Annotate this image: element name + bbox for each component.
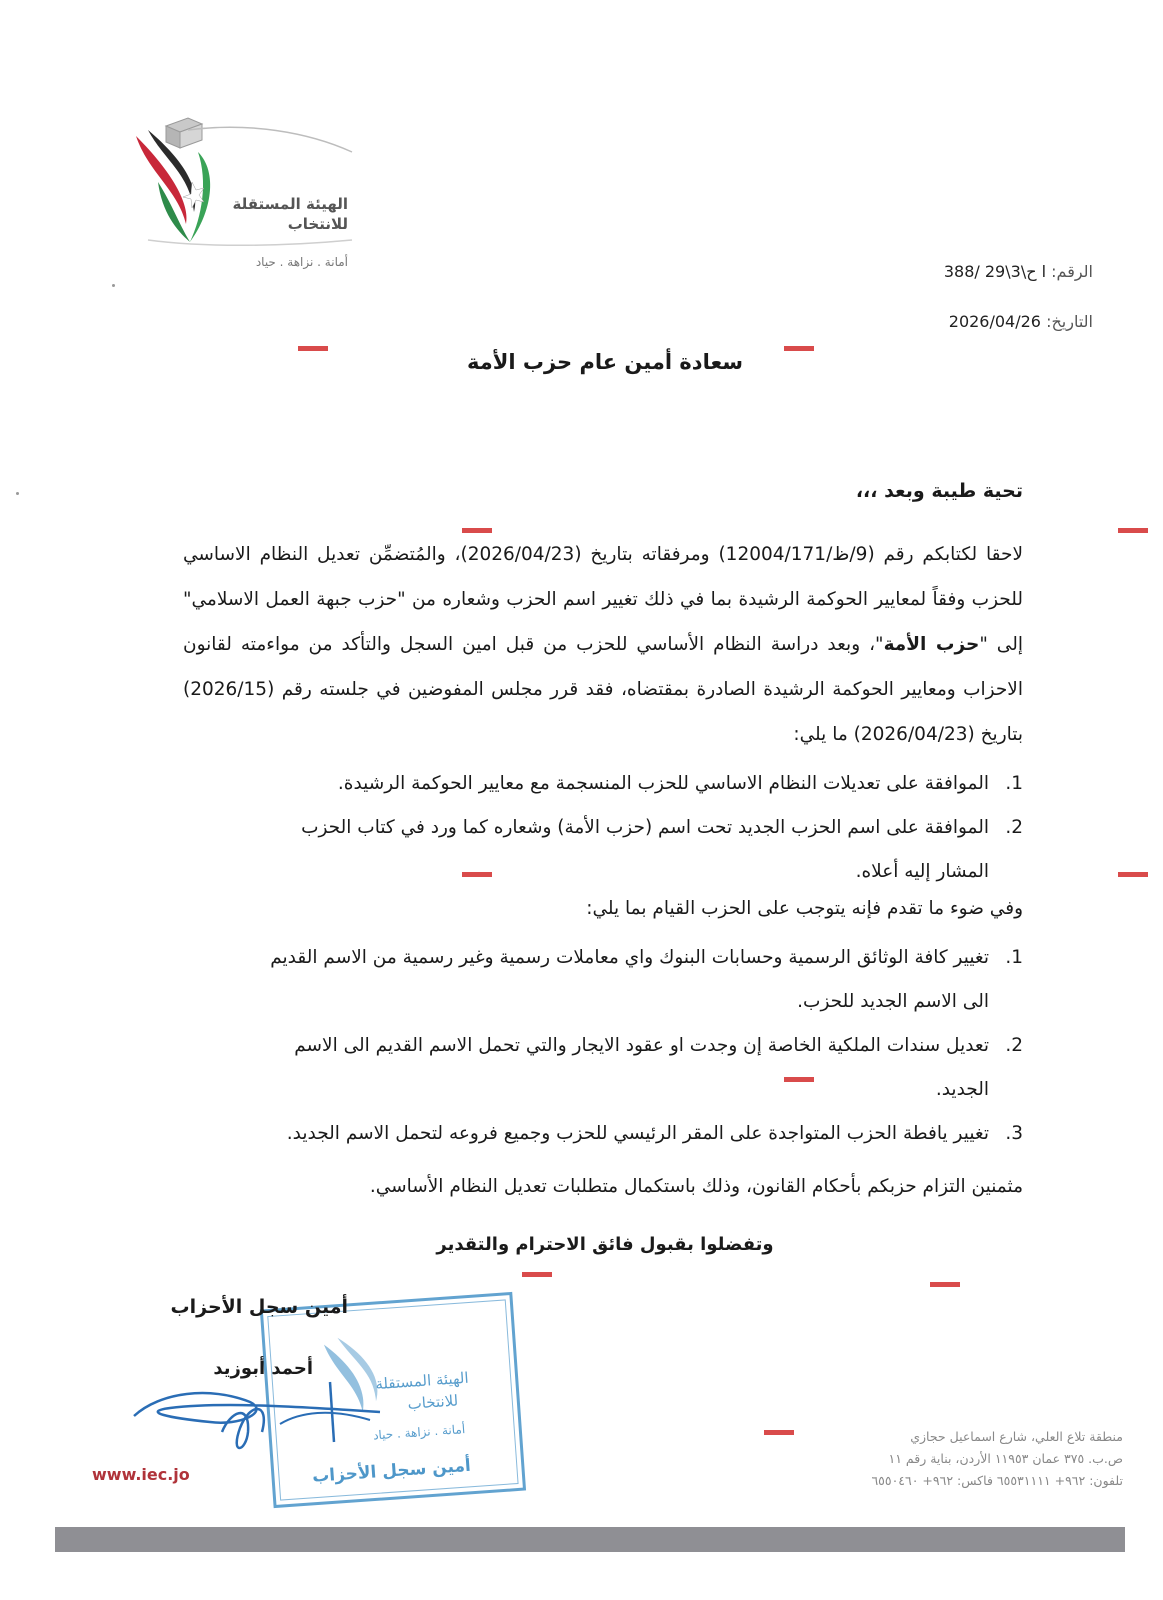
footer-bar	[55, 1527, 1125, 1552]
obligations-intro: وفي ضوء ما تقدم فإنه يتوجب على الحزب القيام بما يلي:	[586, 898, 1023, 919]
signatory-title: أمين سجل الأحزاب	[170, 1296, 348, 1318]
list-item-continuation: المشار إليه أعلاه.	[855, 861, 989, 882]
closing-line: وتفضلوا بقبول فائق الاحترام والتقدير	[436, 1234, 774, 1255]
reference-number-value: ا ح\3\29 /388	[943, 262, 1047, 281]
ballot-box-icon	[166, 118, 202, 148]
final-paragraph: مثمنين التزام حزبكم بأحكام القانون، وذلك باستكمال متطلبات تعديل النظام الأساسي.	[369, 1176, 1023, 1197]
stamp-org-line1: الهيئة المستقلة	[374, 1368, 470, 1394]
scan-dot	[112, 284, 115, 287]
website-link[interactable]: www.iec.jo	[92, 1465, 190, 1484]
scan-mark	[784, 1077, 814, 1082]
body-paragraph: لاحقا لكتابكم رقم (9/ظ/12004/171) ومرفقاته بتاريخ (2026/04/23)، والمُتضمِّن تعديل النظام الاساسي للحزب وفقاً لمعايير الحوكمة الرشيدة بما في ذلك تغيير اسم الحزب وشعاره من "حزب جبهة العمل الاسلامي" إلى "حزب الأمة"، وبعد دراسة النظام الأساسي للحزب من قبل امين السجل والتأكد من مواءمته لقانون الاحزاب ومعايير الحوكمة الرشيدة الصادرة بمقتضاه، فقد قرر مجلس المفوضين في جلسته رقم (2026/15) بتاريخ (2026/04/23) ما يلي:	[183, 544, 1024, 745]
list-item: 1. الموافقة على تعديلات النظام الاساسي للحزب المنسجمة مع معايير الحوكمة الرشيدة.	[337, 773, 1023, 794]
scan-mark	[462, 872, 492, 877]
recipient-heading: سعادة أمين عام حزب الأمة	[467, 350, 743, 374]
stamp-org-line2: للانتخاب	[407, 1391, 459, 1413]
reference-number: الرقم: ا ح\3\29 /388	[943, 262, 1093, 281]
party-name-bold: حزب الأمة	[883, 634, 980, 655]
signatory-name: أحمد أبوزيد	[213, 1358, 313, 1379]
stamp-office: أمين سجل الأحزاب	[311, 1455, 472, 1487]
list-item: 2. الموافقة على اسم الحزب الجديد تحت اسم (حزب الأمة) وشعاره كما ورد في كتاب الحزب	[301, 817, 1023, 838]
reference-date-value: 2026/04/26	[948, 312, 1041, 331]
stamp-motto: أمانة . نزاهة . حياد	[372, 1422, 466, 1443]
list-item: 3. تغيير يافطة الحزب المتواجدة على المقر الرئيسي للحزب وجميع فروعه لتحمل الاسم الجديد.	[286, 1123, 1023, 1144]
footer-address: منطقة تلاع العلي، شارع اسماعيل حجازي ص.ب. ٣٧٥ عمان ١١٩٥٣ الأردن، بناية رقم ١١ تلفون: ٩٦٢+ ٦٥٥٣١١١١ فاكس: ٩٦٢+ ٦٥٥٠٤٦٠	[871, 1429, 1123, 1488]
scan-mark	[462, 528, 492, 533]
list-item-continuation: الجديد.	[935, 1079, 989, 1100]
list-item: 2. تعديل سندات الملكية الخاصة إن وجدت او عقود الايجار والتي تحمل الاسم القديم الى الاسم	[294, 1035, 1023, 1056]
list-item: 1. تغيير كافة الوثائق الرسمية وحسابات البنوك واي معاملات رسمية وغير رسمية من الاسم القديم	[270, 947, 1023, 968]
scan-dot	[16, 492, 19, 495]
org-name: الهيئة المستقلة للانتخاب	[232, 195, 348, 233]
decisions-list	[183, 762, 1023, 894]
iec-logo	[128, 112, 368, 272]
handwritten-signature	[130, 1372, 390, 1462]
scan-mark	[930, 1282, 960, 1287]
scan-mark	[784, 346, 814, 351]
reference-date: التاريخ: 2026/04/26	[948, 312, 1093, 331]
scan-mark	[764, 1430, 794, 1435]
obligations-list	[183, 936, 1023, 1156]
greeting: تحية طيبة وبعد ،،،	[855, 480, 1023, 502]
scan-mark	[298, 346, 328, 351]
scan-mark	[1118, 872, 1148, 877]
scan-mark	[522, 1272, 552, 1277]
list-item-continuation: الى الاسم الجديد للحزب.	[797, 991, 989, 1012]
org-motto: أمانة . نزاهة . حياد	[255, 255, 348, 269]
scan-mark	[1118, 528, 1148, 533]
